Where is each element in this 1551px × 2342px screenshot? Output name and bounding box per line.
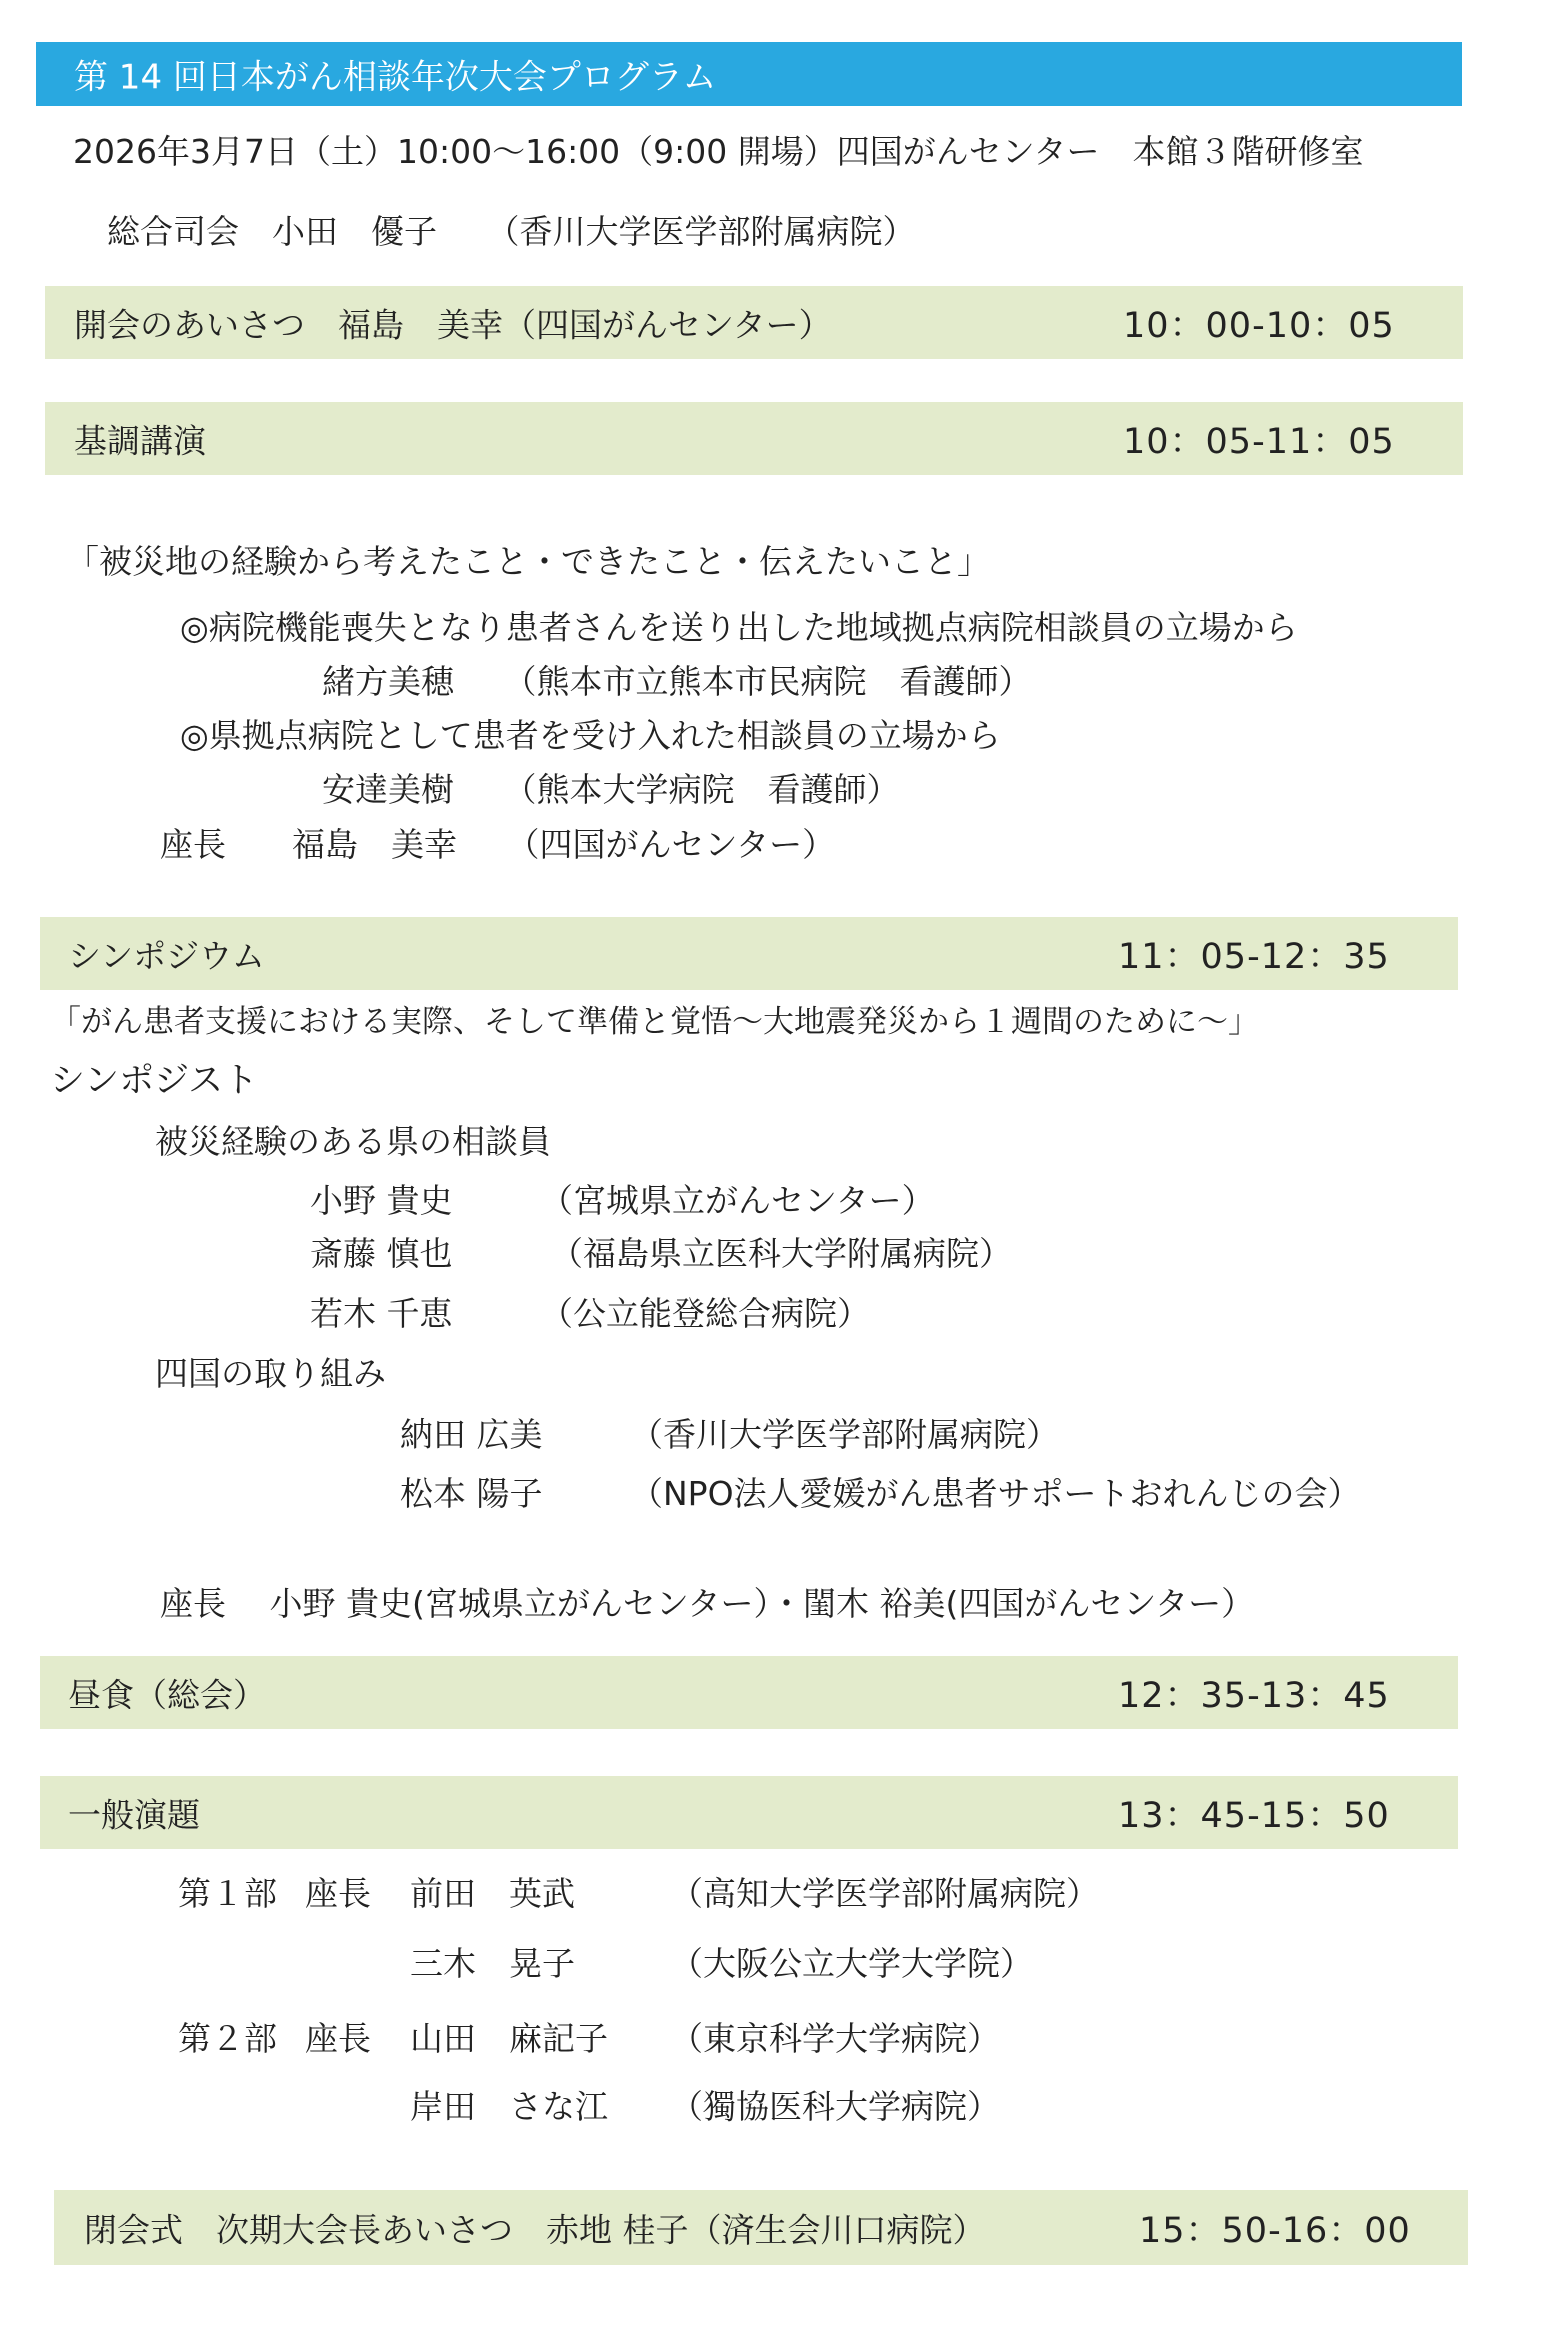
program-title-bar (36, 42, 1462, 106)
symposium-group-1-heading: 被災経験のある県の相談員 (155, 1122, 551, 1161)
chair-org: （東京科学大学病院） (670, 2019, 1000, 2058)
symposist-name: 斎藤 慎也 (310, 1234, 453, 1273)
symposist-org: （NPO法人愛媛がん患者サポートおれんじの会） (630, 1474, 1361, 1513)
symposist-name: 納田 広美 (400, 1415, 543, 1454)
keynote-talk-2: ◎県拠点病院として患者を受け入れた相談員の立場から (180, 716, 1001, 755)
keynote-chair: 座長 福島 美幸 （四国がんセンター） (160, 825, 836, 864)
keynote-speaker-2: 安達美樹 （熊本大学病院 看護師） (322, 770, 900, 809)
master-of-ceremonies: 総合司会 小田 優子 （香川大学医学部附属病院） (107, 212, 916, 251)
symposium-theme: 「がん患者支援における実際、そして準備と覚悟～大地震発災から１週間のために～」 (50, 1004, 1259, 1040)
keynote-time: 10：05-11：05 (1123, 421, 1395, 462)
symposist-name: 若木 千恵 (310, 1294, 453, 1333)
chair-name: 山田 麻記子 (410, 2019, 608, 2058)
symposium-time: 11：05-12：35 (1118, 936, 1390, 977)
symposist-name: 松本 陽子 (400, 1474, 543, 1513)
symposists-heading: シンポジスト (50, 1061, 259, 1101)
symposist-org: （香川大学医学部附属病院） (630, 1415, 1059, 1454)
keynote-theme: 「被災地の経験から考えたこと・できたこと・伝えたいこと」 (66, 542, 990, 581)
opening-section-bar (45, 286, 1463, 359)
keynote-talk-1: ◎病院機能喪失となり患者さんを送り出した地域拠点病院相談員の立場から (180, 608, 1298, 647)
symposium-section-bar (40, 917, 1458, 990)
chair-name: 三木 晃子 (410, 1944, 575, 1983)
chair-name: 岸田 さな江 (410, 2087, 608, 2126)
chair-name: 前田 英武 (410, 1874, 575, 1913)
general-section-bar (40, 1776, 1458, 1849)
closing-section-bar (54, 2190, 1468, 2265)
program-title: 第 14 回日本がん相談年次大会プログラム (74, 57, 717, 98)
event-date-line: 2026年3月7日（土）10:00～16:00（9:00 開場）四国がんセンター 本館３階研修室 (73, 132, 1364, 171)
opening-time: 10：00-10：05 (1123, 305, 1395, 346)
keynote-label: 基調講演 (74, 421, 206, 460)
symposium-label: シンポジウム (68, 936, 265, 975)
lunch-section-bar (40, 1656, 1458, 1729)
symposist-name: 小野 貴史 (310, 1181, 453, 1220)
symposist-org: （宮城県立がんセンター） (540, 1181, 935, 1220)
closing-time: 15：50-16：00 (1139, 2210, 1411, 2251)
keynote-section-bar (45, 402, 1463, 475)
lunch-time: 12：35-13：45 (1118, 1675, 1390, 1716)
part-2-label: 第２部 (178, 2019, 277, 2058)
symposium-group-2-heading: 四国の取り組み (155, 1354, 386, 1393)
symposist-org: （公立能登総合病院） (540, 1294, 870, 1333)
chair-org: （獨協医科大学病院） (670, 2087, 1000, 2126)
chair-org: （高知大学医学部附属病院） (670, 1874, 1099, 1913)
symposium-chair: 座長 小野 貴史(宮城県立がんセンター）・閨木 裕美(四国がんセンター） (160, 1584, 1255, 1623)
opening-label: 開会のあいさつ 福島 美幸（四国がんセンター） (74, 305, 832, 344)
part-2-chair-label: 座長 (305, 2019, 371, 2058)
lunch-label: 昼食（総会） (68, 1675, 266, 1714)
general-label: 一般演題 (68, 1795, 200, 1834)
general-time: 13：45-15：50 (1118, 1795, 1390, 1836)
keynote-speaker-1: 緒方美穂 （熊本市立熊本市民病院 看護師） (322, 662, 1032, 701)
symposist-org: （福島県立医科大学附属病院） (550, 1234, 1012, 1273)
part-1-chair-label: 座長 (305, 1874, 371, 1913)
chair-org: （大阪公立大学大学院） (670, 1944, 1033, 1983)
part-1-label: 第１部 (178, 1874, 277, 1913)
closing-label: 閉会式 次期大会長あいさつ 赤地 桂子（済生会川口病院） (84, 2210, 986, 2249)
